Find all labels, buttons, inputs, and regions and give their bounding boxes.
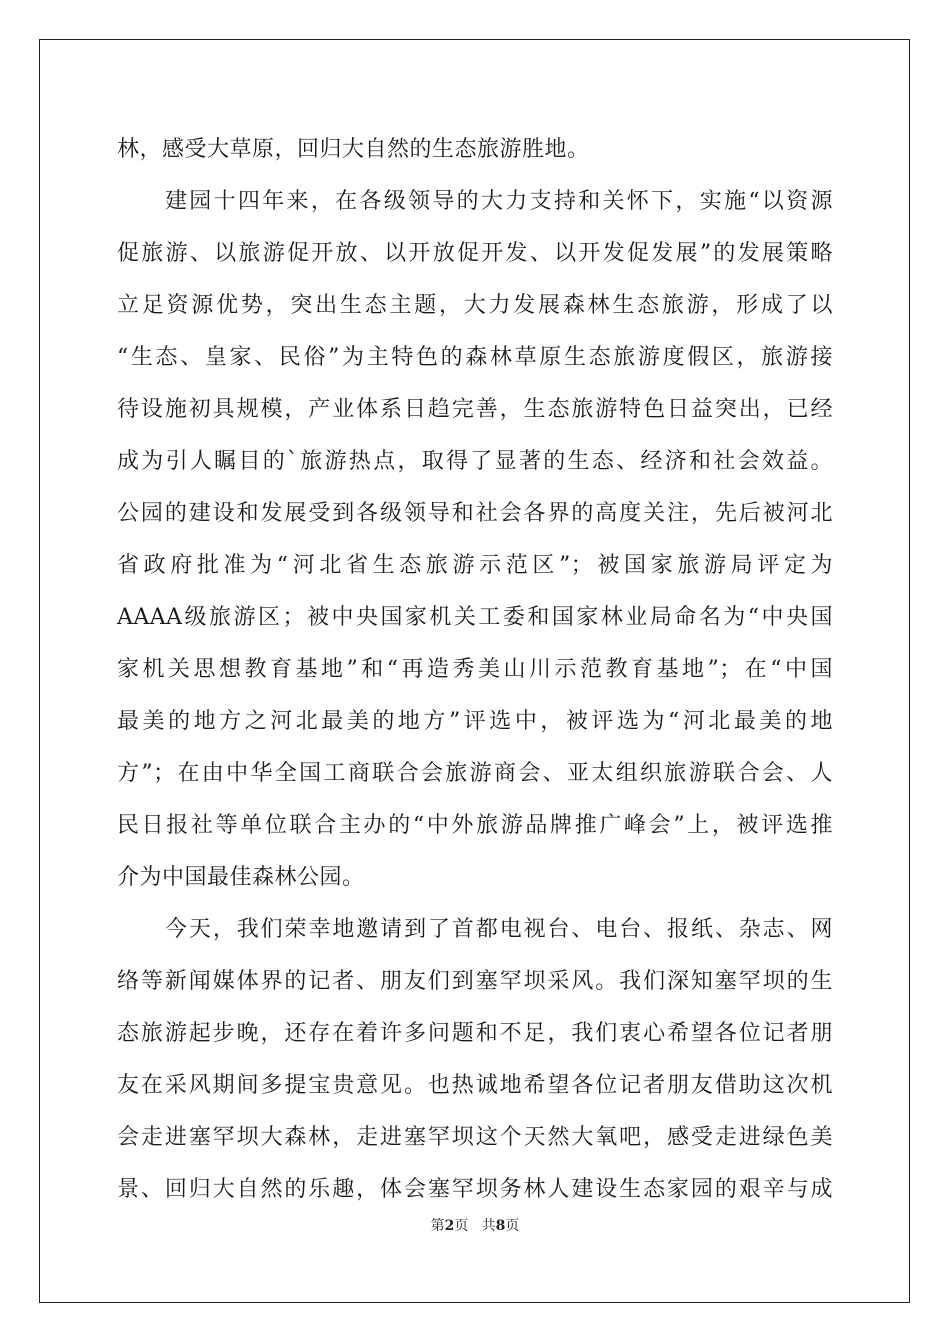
text-line: 最美的地方之河北最美的地方”评选中，被评选为“河北最美的地 <box>117 709 833 734</box>
text-line: 促旅游、以旅游促开放、以开放促开发、以开发促发展”的发展策略 <box>117 241 833 266</box>
footer-page-number: 2 <box>444 1218 455 1234</box>
document-body <box>117 124 833 1216</box>
text-line: 介为中国最佳森林公园。 <box>117 865 365 890</box>
page-footer <box>0 1216 950 1236</box>
paragraph <box>117 124 833 176</box>
text-line: “生态、皇家、民俗”为主特色的森林草原生态旅游度假区，旅游接 <box>117 345 833 370</box>
text-line: 林，感受大草原，回归大自然的生态旅游胜地。 <box>117 137 590 162</box>
footer-total-pages: 8 <box>495 1218 506 1234</box>
footer-page-suffix: 页 <box>454 1218 469 1234</box>
text-line: 今天，我们荣幸地邀请到了首都电视台、电台、报纸、杂志、网 <box>165 917 833 942</box>
text-line: 景、回归大自然的乐趣，体会塞罕坝务林人建设生态家园的艰辛与成 <box>117 1177 833 1202</box>
footer-total-suffix: 页 <box>505 1218 520 1234</box>
text-line: 公园的建设和发展受到各级领导和社会各界的高度关注，先后被河北 <box>117 501 833 526</box>
paragraph <box>117 176 833 904</box>
text-line: 友在采风期间多提宝贵意见。也热诚地希望各位记者朋友借助这次机 <box>117 1073 833 1098</box>
text-line: 建园十四年来，在各级领导的大力支持和关怀下，实施“以资源 <box>165 189 833 214</box>
footer-total-prefix: 共 <box>481 1218 496 1234</box>
text-line: 成为引人瞩目的`旅游热点，取得了显著的生态、经济和社会效益。 <box>117 449 833 474</box>
text-line: 待设施初具规模，产业体系日趋完善，生态旅游特色日益突出，已经 <box>117 397 833 422</box>
text-line: 省政府批准为“河北省生态旅游示范区”；被国家旅游局评定为 <box>117 553 833 578</box>
text-line: 络等新闻媒体界的记者、朋友们到塞罕坝采风。我们深知塞罕坝的生 <box>117 969 833 994</box>
text-line: 立足资源优势，突出生态主题，大力发展森林生态旅游，形成了以 <box>117 293 833 318</box>
text-line: AAAA级旅游区；被中央国家机关工委和国家林业局命名为“中央国 <box>117 605 833 630</box>
text-line: 民日报社等单位联合主办的“中外旅游品牌推广峰会”上，被评选推 <box>117 813 833 838</box>
paragraph <box>117 904 833 1216</box>
text-line: 会走进塞罕坝大森林，走进塞罕坝这个天然大氧吧，感受走进绿色美 <box>117 1125 833 1150</box>
text-line: 态旅游起步晚，还存在着许多问题和不足，我们衷心希望各位记者朋 <box>117 1021 833 1046</box>
text-line: 方”；在由中华全国工商联合会旅游商会、亚太组织旅游联合会、人 <box>117 761 833 786</box>
text-line: 家机关思想教育基地”和“再造秀美山川示范教育基地”；在“中国 <box>117 657 833 682</box>
footer-page-prefix: 第 <box>430 1218 445 1234</box>
